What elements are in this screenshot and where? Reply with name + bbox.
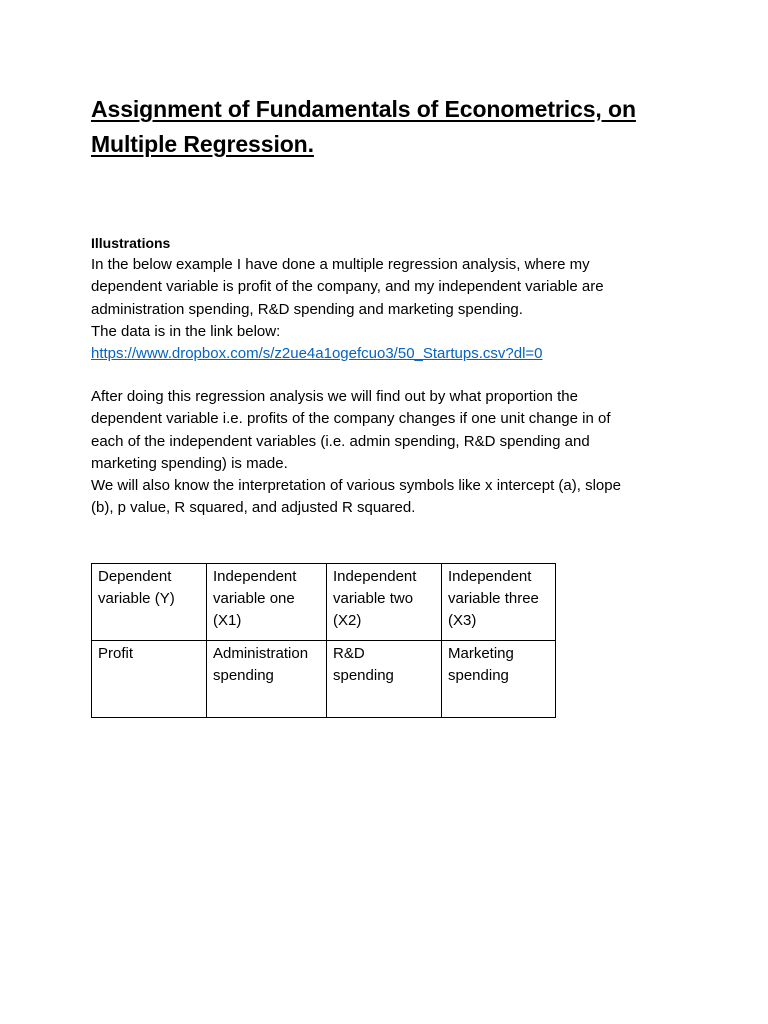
cell-text: spending bbox=[213, 667, 274, 684]
cell-text: Profit bbox=[98, 645, 134, 662]
cell-text: R&D bbox=[333, 645, 365, 662]
table-row bbox=[92, 641, 556, 718]
text-line: After doing this regression analysis we will find out by what proportion the bbox=[91, 388, 578, 405]
section-heading: Illustrations bbox=[91, 235, 171, 251]
cell-text: Marketing bbox=[448, 645, 514, 662]
cell-text: Independent bbox=[213, 568, 297, 585]
explanation-paragraph bbox=[91, 386, 711, 520]
text-line: each of the independent variables (i.e. admin spending, R&D spending and bbox=[91, 432, 590, 450]
table-cell bbox=[327, 641, 442, 718]
cell-text: variable (Y) bbox=[98, 590, 175, 607]
dataset-link[interactable]: https://www.dropbox.com/s/z2ue4a1ogefcuo3/50_Startups.csv?dl=0 bbox=[91, 345, 543, 362]
table-cell bbox=[327, 564, 442, 641]
table-cell bbox=[92, 564, 207, 641]
intro-paragraph bbox=[91, 254, 711, 343]
cell-text: (X2) bbox=[333, 612, 362, 629]
table-cell bbox=[207, 641, 327, 718]
table-cell bbox=[92, 641, 207, 718]
variables-table bbox=[91, 563, 556, 718]
cell-text: (X3) bbox=[448, 612, 477, 629]
cell-text: variable two bbox=[333, 590, 414, 607]
text-line: In the below example I have done a multiple regression analysis, where my bbox=[91, 256, 590, 273]
table-cell bbox=[207, 564, 327, 641]
text-line: administration spending, R&D spending and marketing spending. bbox=[91, 300, 523, 318]
title-line: Multiple Regression. bbox=[91, 131, 314, 157]
text-line: dependent variable is profit of the company, and my independent variable are bbox=[91, 278, 604, 296]
cell-text: variable three bbox=[448, 590, 539, 607]
document-title bbox=[91, 92, 691, 162]
cell-text: Independent bbox=[333, 568, 417, 585]
text-line: (b), p value, R squared, and adjusted R squared. bbox=[91, 499, 416, 517]
cell-text: spending bbox=[448, 667, 509, 684]
cell-text: (X1) bbox=[213, 612, 242, 629]
cell-text: variable one bbox=[213, 590, 295, 607]
table-header-row bbox=[92, 564, 556, 641]
text-line: dependent variable i.e. profits of the company changes if one unit change in of bbox=[91, 410, 611, 428]
cell-text: Dependent bbox=[98, 568, 172, 585]
text-line: The data is in the link below: bbox=[91, 322, 281, 340]
title-line: Assignment of Fundamentals of Econometrics, on bbox=[91, 96, 636, 122]
cell-text: spending bbox=[333, 667, 394, 684]
cell-text: Administration bbox=[213, 645, 309, 662]
table-cell bbox=[442, 641, 556, 718]
text-line: marketing spending) is made. bbox=[91, 454, 288, 472]
data-link-line bbox=[91, 343, 543, 365]
table-cell bbox=[442, 564, 556, 641]
text-line: We will also know the interpretation of various symbols like x intercept (a), slope bbox=[91, 477, 621, 495]
cell-text: Independent bbox=[448, 568, 532, 585]
